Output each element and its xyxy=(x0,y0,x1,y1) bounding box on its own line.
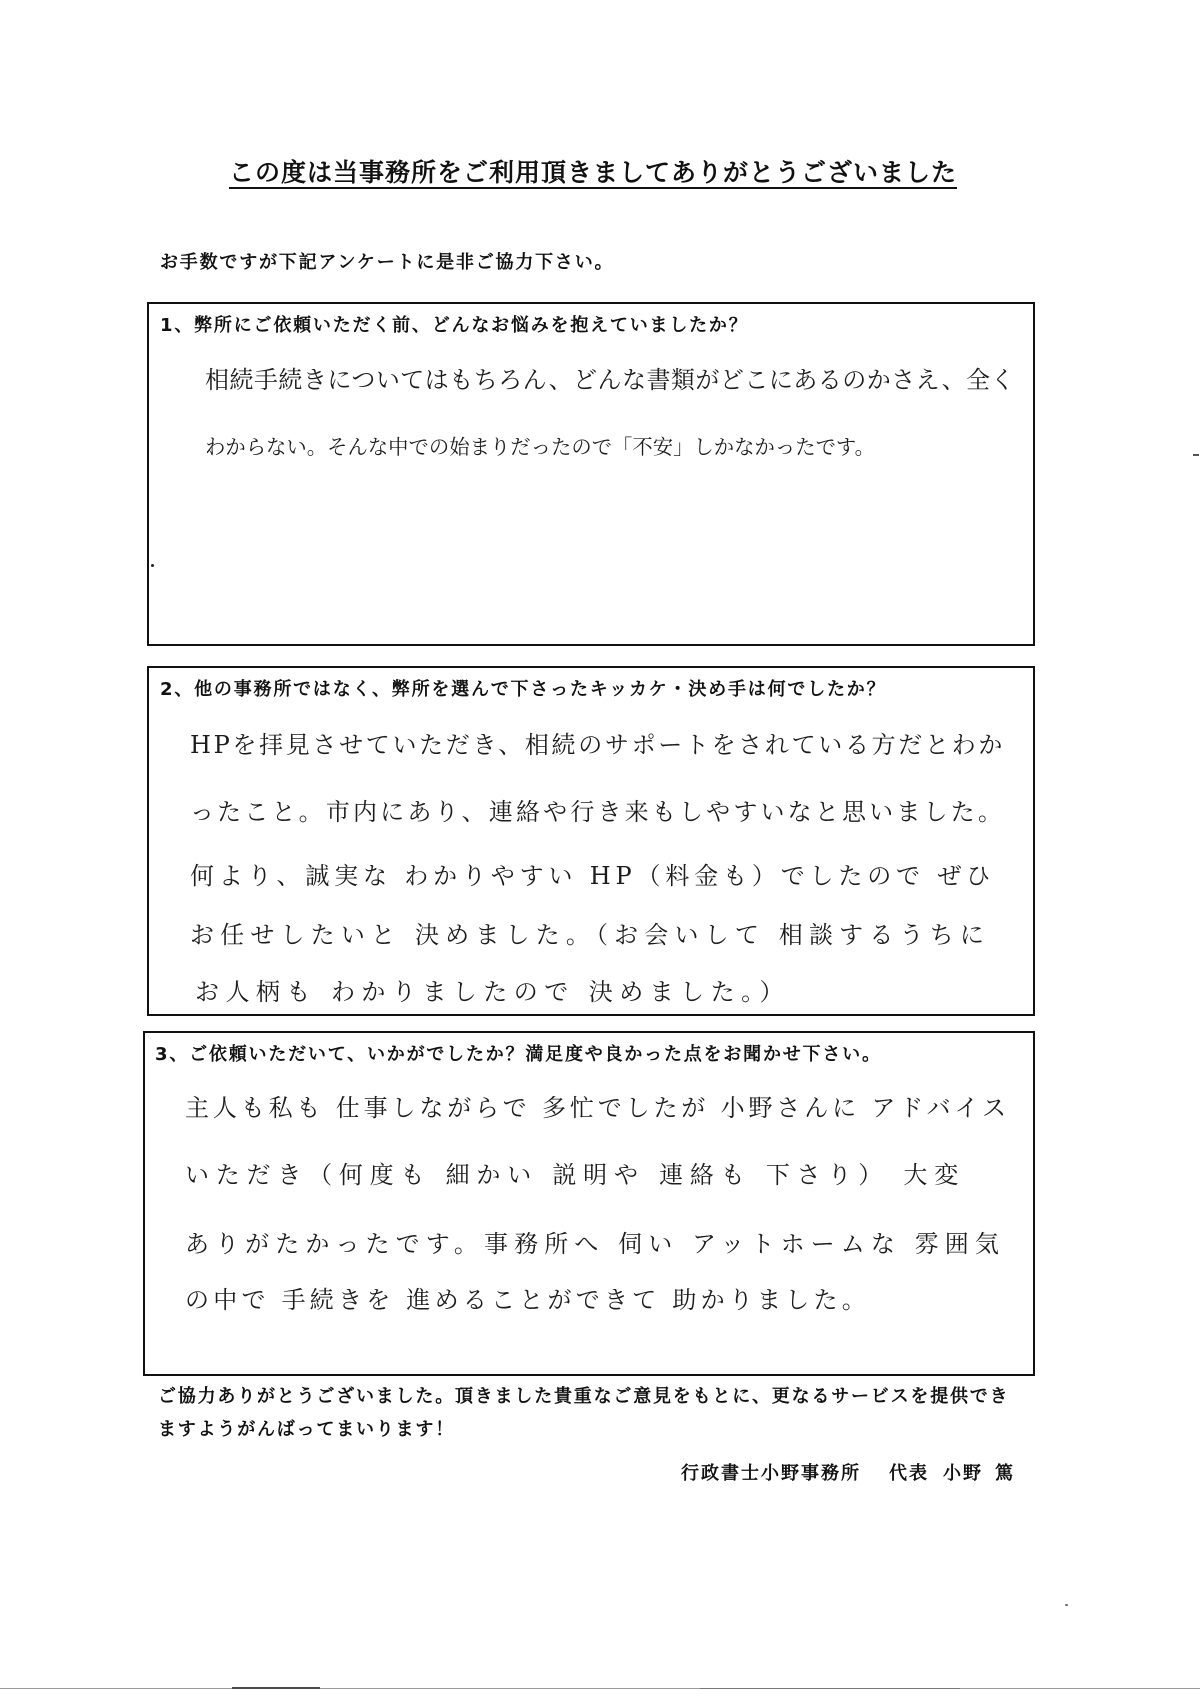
office-name: 行政書士小野事務所 xyxy=(681,1463,861,1484)
scan-speck xyxy=(1065,1604,1068,1606)
intro-text: お手数ですが下記アンケートに是非ご協力下さい。 xyxy=(160,252,615,273)
closing-message-line: ますようがんばってまいります！ xyxy=(158,1419,455,1440)
page-title: この度は当事務所をご利用頂きましてありがとうございました xyxy=(228,158,957,187)
question-label: 3、ご依頼いただいて、いかがでしたか？満足度や良かった点をお聞かせ下さい。 xyxy=(155,1044,882,1065)
scan-speck xyxy=(1193,454,1199,456)
question-box-2 xyxy=(147,666,1035,1016)
scan-speck xyxy=(151,564,154,567)
answer-line: 何より、誠実な わかりやすい HP（料金も）でしたので ぜひ xyxy=(190,862,995,890)
answer-line: HPを拝見させていただき、相続のサポートをされている方だとわか xyxy=(190,731,1005,759)
scan-edge-line xyxy=(0,1688,1200,1689)
closing-message-line: ご協力ありがとうございました。頂きました貴重なご意見をもとに、更なるサービスを提供でき xyxy=(158,1386,1010,1407)
scan-edge-mark xyxy=(700,1688,960,1689)
representative-given-name: 篤 xyxy=(995,1463,1015,1484)
answer-line: ったこと。市内にあり、連絡や行き来もしやすいなと思いました。 xyxy=(190,798,1005,826)
question-label: 1、弊所にご依頼いただく前、どんなお悩みを抱えていましたか？ xyxy=(160,315,749,336)
question-label: 2、他の事務所ではなく、弊所を選んで下さったキッカケ・決め手は何でしたか？ xyxy=(160,679,887,700)
answer-line: いただき（何度も 細かい 説明や 連絡も 下さり） 大変 xyxy=(185,1161,965,1189)
question-box-3 xyxy=(143,1031,1035,1376)
answer-line: 主人も私も 仕事しながらで 多忙でしたが 小野さんに アドバイス xyxy=(185,1094,1010,1122)
scan-edge-mark xyxy=(232,1687,320,1689)
question-box-1 xyxy=(147,302,1035,646)
answer-line: ありがたかったです。事務所へ 伺い アットホームな 雰囲気 xyxy=(185,1230,1005,1258)
answer-line: お任せしたいと 決めました。（お会いして 相談するうちに xyxy=(190,921,990,949)
answer-line: の中で 手続きを 進めることができて 助かりました。 xyxy=(185,1286,870,1314)
answer-line: お人柄も わかりましたので 決めました。） xyxy=(195,978,790,1006)
signature xyxy=(600,1463,1015,1485)
representative-surname: 小野 xyxy=(943,1463,983,1484)
answer-line: 相続手続きについてはもちろん、どんな書類がどこにあるのかさえ、全く xyxy=(205,366,1015,394)
answer-line: わからない。そんな中での始まりだったので「不安」しかなかったです。 xyxy=(205,435,875,459)
representative-title: 代表 xyxy=(889,1463,929,1484)
